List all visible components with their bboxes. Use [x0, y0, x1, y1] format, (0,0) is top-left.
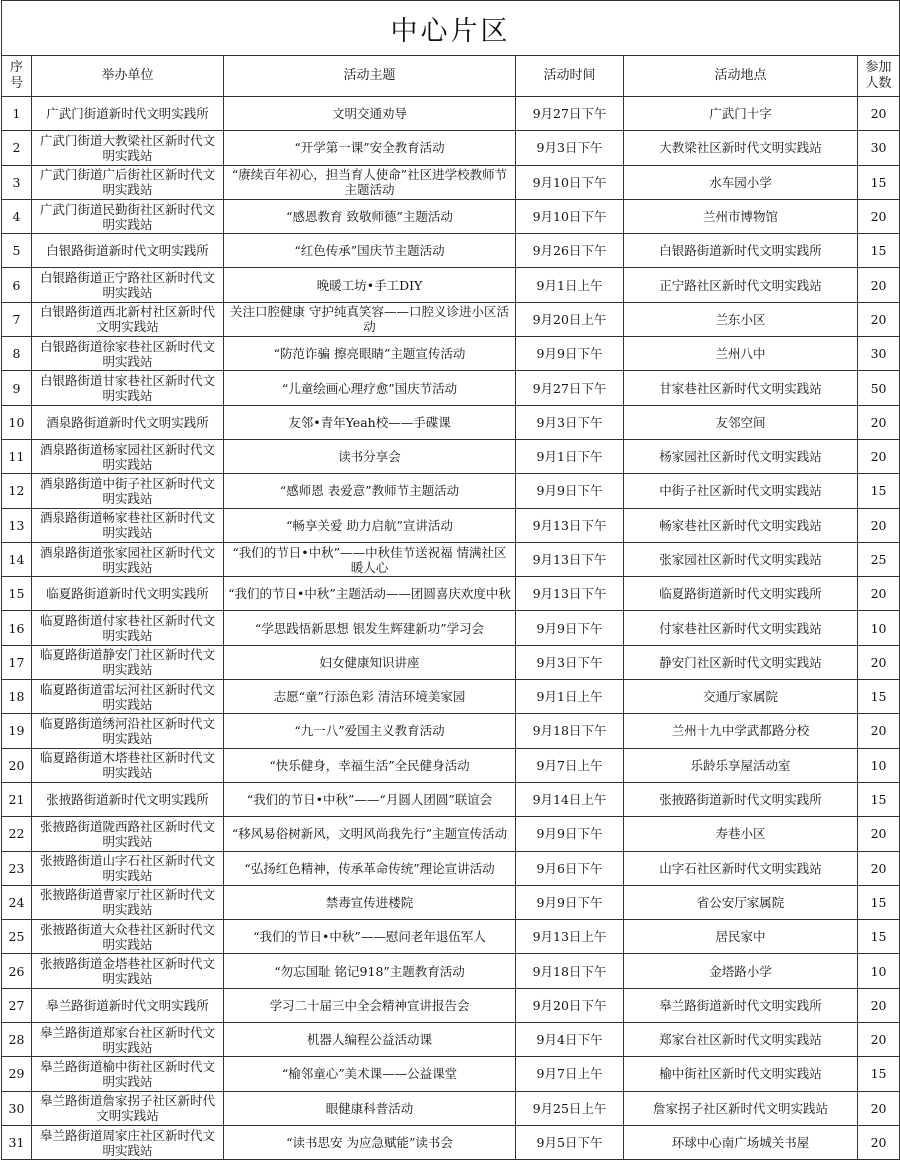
cell-organizer: 张掖路街道大众巷社区新时代文明实践站: [32, 920, 224, 954]
cell-location: 詹家拐子社区新时代文明实践站: [624, 1091, 858, 1125]
cell-organizer: 酒泉路街道新时代文明实践所: [32, 405, 224, 439]
cell-organizer: 临夏路街道新时代文明实践所: [32, 577, 224, 611]
cell-time: 9月4日下午: [516, 1023, 624, 1057]
cell-participants: 20: [858, 817, 900, 851]
cell-time: 9月9日下午: [516, 817, 624, 851]
cell-time: 9月25日上午: [516, 1091, 624, 1125]
cell-time: 9月3日下午: [516, 645, 624, 679]
cell-location: 畅家巷社区新时代文明实践站: [624, 508, 858, 542]
cell-theme: “赓续百年初心，担当育人使命”社区进学校教师节主题活动: [224, 165, 516, 199]
table-row: [2, 337, 900, 371]
table-header: [2, 56, 900, 97]
cell-participants: 10: [858, 954, 900, 988]
cell-index: 12: [2, 474, 32, 508]
cell-time: 9月9日下午: [516, 611, 624, 645]
cell-theme: 文明交通劝导: [224, 97, 516, 131]
cell-time: 9月6日下午: [516, 851, 624, 885]
cell-index: 3: [2, 165, 32, 199]
cell-participants: 15: [858, 920, 900, 954]
cell-participants: 15: [858, 680, 900, 714]
cell-theme: 读书分享会: [224, 439, 516, 473]
table-row: [2, 577, 900, 611]
cell-organizer: 张掖路街道山字石社区新时代文明实践站: [32, 851, 224, 885]
table-body: [2, 97, 900, 1160]
cell-location: 兰州市博物馆: [624, 199, 858, 233]
cell-time: 9月13日下午: [516, 542, 624, 576]
cell-theme: “儿童绘画心理疗愈”国庆节活动: [224, 371, 516, 405]
cell-participants: 10: [858, 611, 900, 645]
col-header-organizer: 举办单位: [32, 56, 224, 97]
cell-location: 省公安厅家属院: [624, 885, 858, 919]
cell-index: 1: [2, 97, 32, 131]
cell-time: 9月10日下午: [516, 165, 624, 199]
table-row: [2, 1125, 900, 1159]
cell-theme: “快乐健身，幸福生活”全民健身活动: [224, 748, 516, 782]
cell-participants: 20: [858, 97, 900, 131]
cell-theme: 眼健康科普活动: [224, 1091, 516, 1125]
cell-organizer: 广武门街道大教梁社区新时代文明实践站: [32, 131, 224, 165]
cell-time: 9月27日下午: [516, 97, 624, 131]
cell-organizer: 临夏路街道绣河沿社区新时代文明实践站: [32, 714, 224, 748]
cell-location: 金塔路小学: [624, 954, 858, 988]
cell-participants: 20: [858, 645, 900, 679]
cell-time: 9月10日下午: [516, 199, 624, 233]
cell-theme: 学习二十届三中全会精神宣讲报告会: [224, 988, 516, 1022]
cell-index: 24: [2, 885, 32, 919]
table-row: [2, 954, 900, 988]
cell-theme: “我们的节日•中秋”——中秋佳节送祝福 情满社区暖人心: [224, 542, 516, 576]
cell-participants: 20: [858, 1125, 900, 1159]
cell-index: 13: [2, 508, 32, 542]
cell-location: 友邻空间: [624, 405, 858, 439]
cell-time: 9月20日上午: [516, 302, 624, 336]
cell-theme: 关注口腔健康 守护纯真笑容——口腔义诊进小区活动: [224, 302, 516, 336]
table-row: [2, 405, 900, 439]
cell-index: 26: [2, 954, 32, 988]
table-row: [2, 988, 900, 1022]
cell-time: 9月7日上午: [516, 748, 624, 782]
cell-organizer: 张掖路街道陇西路社区新时代文明实践站: [32, 817, 224, 851]
cell-location: 付家巷社区新时代文明实践站: [624, 611, 858, 645]
table-row: [2, 474, 900, 508]
cell-location: 水车园小学: [624, 165, 858, 199]
cell-theme: “感师恩 表爱意”教师节主题活动: [224, 474, 516, 508]
cell-theme: 友邻•青年Yeah校——手碟课: [224, 405, 516, 439]
cell-theme: “畅享关爱 助力启航”宣讲活动: [224, 508, 516, 542]
cell-organizer: 临夏路街道付家巷社区新时代文明实践站: [32, 611, 224, 645]
table-row: [2, 131, 900, 165]
cell-organizer: 广武门街道民勤街社区新时代文明实践站: [32, 199, 224, 233]
cell-organizer: 临夏路街道木塔巷社区新时代文明实践站: [32, 748, 224, 782]
cell-time: 9月13日下午: [516, 577, 624, 611]
cell-participants: 10: [858, 748, 900, 782]
cell-participants: 20: [858, 714, 900, 748]
cell-participants: 20: [858, 405, 900, 439]
cell-time: 9月13日下午: [516, 508, 624, 542]
cell-organizer: 临夏路街道雷坛河社区新时代文明实践站: [32, 680, 224, 714]
cell-organizer: 广武门街道新时代文明实践所: [32, 97, 224, 131]
cell-location: 乐龄乐享屋活动室: [624, 748, 858, 782]
cell-participants: 50: [858, 371, 900, 405]
cell-theme: “榆邻童心”美术课——公益课堂: [224, 1057, 516, 1091]
cell-time: 9月3日下午: [516, 405, 624, 439]
cell-location: 兰东小区: [624, 302, 858, 336]
cell-index: 22: [2, 817, 32, 851]
cell-theme: 妇女健康知识讲座: [224, 645, 516, 679]
cell-theme: “勿忘国耻 铭记918”主题教育活动: [224, 954, 516, 988]
cell-index: 10: [2, 405, 32, 439]
cell-index: 25: [2, 920, 32, 954]
cell-participants: 15: [858, 474, 900, 508]
cell-index: 17: [2, 645, 32, 679]
table-row: [2, 542, 900, 576]
cell-time: 9月9日下午: [516, 885, 624, 919]
table-row: [2, 199, 900, 233]
cell-organizer: 酒泉路街道杨家园社区新时代文明实践站: [32, 439, 224, 473]
cell-participants: 30: [858, 337, 900, 371]
cell-location: 兰州八中: [624, 337, 858, 371]
cell-index: 9: [2, 371, 32, 405]
cell-time: 9月13日上午: [516, 920, 624, 954]
cell-organizer: 张掖路街道曹家厅社区新时代文明实践站: [32, 885, 224, 919]
cell-theme: “九一八”爱国主义教育活动: [224, 714, 516, 748]
table-row: [2, 302, 900, 336]
table-row: [2, 508, 900, 542]
cell-location: 山字石社区新时代文明实践站: [624, 851, 858, 885]
cell-time: 9月1日上午: [516, 268, 624, 302]
cell-time: 9月5日下午: [516, 1125, 624, 1159]
cell-index: 19: [2, 714, 32, 748]
table-row: [2, 885, 900, 919]
cell-theme: “弘扬红色精神，传承革命传统”理论宣讲活动: [224, 851, 516, 885]
table-row: [2, 1057, 900, 1091]
col-header-theme: 活动主题: [224, 56, 516, 97]
cell-index: 18: [2, 680, 32, 714]
table-row: [2, 439, 900, 473]
cell-theme: 禁毒宣传进楼院: [224, 885, 516, 919]
cell-location: 榆中街社区新时代文明实践站: [624, 1057, 858, 1091]
cell-theme: “我们的节日•中秋”——慰问老年退伍军人: [224, 920, 516, 954]
cell-participants: 25: [858, 542, 900, 576]
cell-theme: 晚暖工坊•手工DIY: [224, 268, 516, 302]
cell-participants: 20: [858, 268, 900, 302]
cell-location: 正宁路社区新时代文明实践站: [624, 268, 858, 302]
cell-organizer: 皋兰路街道詹家拐子社区新时代文明实践站: [32, 1091, 224, 1125]
cell-time: 9月7日上午: [516, 1057, 624, 1091]
table-row: [2, 817, 900, 851]
cell-location: 白银路街道新时代文明实践所: [624, 234, 858, 268]
cell-participants: 20: [858, 439, 900, 473]
cell-participants: 20: [858, 988, 900, 1022]
cell-participants: 15: [858, 165, 900, 199]
cell-time: 9月27日下午: [516, 371, 624, 405]
table-row: [2, 371, 900, 405]
cell-organizer: 白银路街道徐家巷社区新时代文明实践站: [32, 337, 224, 371]
cell-theme: “我们的节日•中秋”——“月圆人团圆”联谊会: [224, 782, 516, 816]
cell-time: 9月14日上午: [516, 782, 624, 816]
cell-time: 9月9日下午: [516, 474, 624, 508]
cell-organizer: 皋兰路街道新时代文明实践所: [32, 988, 224, 1022]
cell-organizer: 白银路街道西北新村社区新时代文明实践站: [32, 302, 224, 336]
table-row: [2, 97, 900, 131]
cell-location: 静安门社区新时代文明实践站: [624, 645, 858, 679]
cell-organizer: 张掖路街道新时代文明实践所: [32, 782, 224, 816]
cell-index: 2: [2, 131, 32, 165]
cell-participants: 15: [858, 1057, 900, 1091]
cell-organizer: 皋兰路街道郑家台社区新时代文明实践站: [32, 1023, 224, 1057]
table-row: [2, 1023, 900, 1057]
col-header-index: 序号: [2, 56, 32, 97]
cell-index: 30: [2, 1091, 32, 1125]
cell-index: 23: [2, 851, 32, 885]
cell-time: 9月26日下午: [516, 234, 624, 268]
cell-time: 9月18日下午: [516, 714, 624, 748]
table-row: [2, 920, 900, 954]
cell-time: 9月1日上午: [516, 680, 624, 714]
cell-organizer: 酒泉路街道畅家巷社区新时代文明实践站: [32, 508, 224, 542]
cell-time: 9月1日下午: [516, 439, 624, 473]
cell-index: 15: [2, 577, 32, 611]
table-row: [2, 851, 900, 885]
cell-organizer: 皋兰路街道榆中街社区新时代文明实践站: [32, 1057, 224, 1091]
col-header-participants: 参加人数: [858, 56, 900, 97]
cell-index: 20: [2, 748, 32, 782]
table-row: [2, 645, 900, 679]
table-row: [2, 1091, 900, 1125]
cell-location: 居民家中: [624, 920, 858, 954]
cell-theme: “红色传承”国庆节主题活动: [224, 234, 516, 268]
activity-table: [1, 0, 900, 1160]
cell-theme: 志愿“童”行添色彩 清洁环境美家园: [224, 680, 516, 714]
cell-location: 皋兰路街道新时代文明实践所: [624, 988, 858, 1022]
cell-theme: “防范诈骗 擦亮眼睛”主题宣传活动: [224, 337, 516, 371]
cell-location: 甘家巷社区新时代文明实践站: [624, 371, 858, 405]
cell-theme: “开学第一课”安全教育活动: [224, 131, 516, 165]
cell-index: 8: [2, 337, 32, 371]
table-row: [2, 234, 900, 268]
cell-time: 9月3日下午: [516, 131, 624, 165]
cell-organizer: 皋兰路街道周家庄社区新时代文明实践站: [32, 1125, 224, 1159]
cell-time: 9月9日下午: [516, 337, 624, 371]
cell-time: 9月20日下午: [516, 988, 624, 1022]
cell-location: 杨家园社区新时代文明实践站: [624, 439, 858, 473]
cell-location: 张家园社区新时代文明实践站: [624, 542, 858, 576]
cell-location: 郑家台社区新时代文明实践站: [624, 1023, 858, 1057]
cell-participants: 30: [858, 131, 900, 165]
cell-participants: 15: [858, 782, 900, 816]
activity-sheet: [1, 0, 899, 1164]
cell-organizer: 白银路街道新时代文明实践所: [32, 234, 224, 268]
cell-index: 11: [2, 439, 32, 473]
cell-index: 16: [2, 611, 32, 645]
cell-organizer: 酒泉路街道中街子社区新时代文明实践站: [32, 474, 224, 508]
table-row: [2, 782, 900, 816]
cell-organizer: 白银路街道甘家巷社区新时代文明实践站: [32, 371, 224, 405]
cell-participants: 20: [858, 508, 900, 542]
cell-index: 28: [2, 1023, 32, 1057]
cell-theme: “感恩教育 致敬师德”主题活动: [224, 199, 516, 233]
cell-theme: 机器人编程公益活动课: [224, 1023, 516, 1057]
page-title: 中心片区: [2, 1, 900, 56]
table-row: [2, 680, 900, 714]
table-row: [2, 748, 900, 782]
cell-index: 7: [2, 302, 32, 336]
cell-index: 21: [2, 782, 32, 816]
cell-participants: 20: [858, 302, 900, 336]
cell-location: 环球中心南广场城关书屋: [624, 1125, 858, 1159]
cell-location: 交通厅家属院: [624, 680, 858, 714]
cell-index: 5: [2, 234, 32, 268]
cell-index: 29: [2, 1057, 32, 1091]
table-row: [2, 268, 900, 302]
cell-participants: 15: [858, 234, 900, 268]
cell-participants: 20: [858, 1023, 900, 1057]
cell-theme: “我们的节日•中秋”主题活动——团圆喜庆欢度中秋: [224, 577, 516, 611]
cell-location: 广武门十字: [624, 97, 858, 131]
table-row: [2, 714, 900, 748]
cell-participants: 20: [858, 199, 900, 233]
cell-time: 9月18日下午: [516, 954, 624, 988]
cell-participants: 20: [858, 1091, 900, 1125]
cell-location: 兰州十九中学武都路分校: [624, 714, 858, 748]
cell-organizer: 临夏路街道静安门社区新时代文明实践站: [32, 645, 224, 679]
cell-index: 31: [2, 1125, 32, 1159]
cell-organizer: 酒泉路街道张家园社区新时代文明实践站: [32, 542, 224, 576]
cell-theme: “学思践悟新思想 银发生辉建新功”学习会: [224, 611, 516, 645]
cell-location: 张掖路街道新时代文明实践所: [624, 782, 858, 816]
cell-index: 4: [2, 199, 32, 233]
cell-index: 6: [2, 268, 32, 302]
table-row: [2, 611, 900, 645]
cell-index: 27: [2, 988, 32, 1022]
cell-organizer: 广武门街道广后街社区新时代文明实践站: [32, 165, 224, 199]
cell-location: 大教梁社区新时代文明实践站: [624, 131, 858, 165]
cell-organizer: 张掖路街道金塔巷社区新时代文明实践站: [32, 954, 224, 988]
cell-participants: 15: [858, 885, 900, 919]
cell-organizer: 白银路街道正宁路社区新时代文明实践站: [32, 268, 224, 302]
cell-theme: “读书思安 为应急赋能”读书会: [224, 1125, 516, 1159]
col-header-time: 活动时间: [516, 56, 624, 97]
cell-theme: “移风易俗树新风，文明风尚我先行”主题宣传活动: [224, 817, 516, 851]
cell-participants: 20: [858, 577, 900, 611]
cell-participants: 20: [858, 851, 900, 885]
cell-location: 寿巷小区: [624, 817, 858, 851]
table-row: [2, 165, 900, 199]
cell-location: 临夏路街道新时代文明实践所: [624, 577, 858, 611]
cell-location: 中街子社区新时代文明实践站: [624, 474, 858, 508]
col-header-location: 活动地点: [624, 56, 858, 97]
cell-index: 14: [2, 542, 32, 576]
